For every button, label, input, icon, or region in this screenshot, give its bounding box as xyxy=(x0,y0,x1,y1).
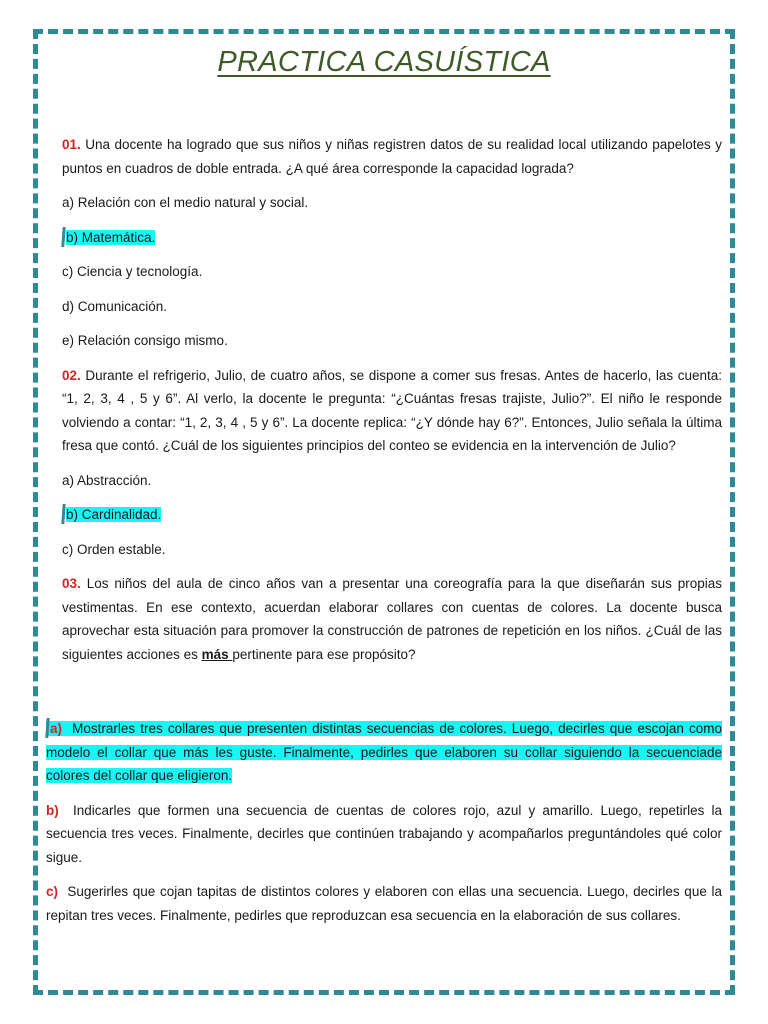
question-3-options xyxy=(46,717,722,938)
question-3-text-after: pertinente para ese propósito? xyxy=(232,646,416,662)
question-2 xyxy=(62,364,722,458)
q1-option-a: a) Relación con el medio natural y social. xyxy=(62,195,309,210)
q3-option-a-letter: a) xyxy=(50,721,63,736)
question-3-number: 03. xyxy=(62,576,81,591)
q3-option-b-letter: b) xyxy=(46,802,59,818)
q3-option-a-text: Mostrarles tres collares que presenten distintas secuencias de colores. Luego, decirles que escojan como modelo el collar que más les guste. Finalmente, pedirles que elaboren su collar siguiendo la secuenciade colores del collar que eligieron. xyxy=(46,721,722,783)
q3-option-a xyxy=(46,717,722,788)
q3-option-a-highlighted xyxy=(46,721,722,783)
q3-option-c xyxy=(46,880,722,927)
q3-option-c-letter: c) xyxy=(46,884,59,899)
question-3 xyxy=(62,572,722,666)
question-3-emphasis: más xyxy=(201,646,233,662)
questions-block xyxy=(62,133,722,677)
q2-option-a: a) Abstracción. xyxy=(62,472,152,488)
q1-option-e: e) Relación consigo mismo. xyxy=(62,333,228,348)
q1-option-d: d) Comunicación. xyxy=(62,298,168,314)
q3-option-b xyxy=(46,799,722,870)
question-2-number: 02. xyxy=(62,367,81,383)
question-1-number: 01. xyxy=(62,137,81,152)
q2-option-c: c) Orden estable. xyxy=(62,541,166,557)
q1-option-b xyxy=(62,226,722,250)
q2-option-b-highlighted: b) Cardinalidad. xyxy=(66,507,162,522)
question-2-text: Durante el refrigerio, Julio, de cuatro años, se dispone a comer sus fresas. Antes de hacerlo, las cuenta: “1, 2, 3, 4 , 5 y 6”. Al verlo, la docente le pregunta: “¿Cuántas fresas trajiste, Julio?”. El niño le responde volviendo a contar: “1, 2, 3, 4 , 5 y 6”. La docente replica: “¿Y dónde hay 6?”. Entonces, Julio señala la última fresa que contó. ¿Cuál de los siguientes principios del conteo se evidencia en la intervención de Julio? xyxy=(62,367,722,453)
q1-option-b-highlighted: b) Matemática. xyxy=(66,229,156,245)
question-3-text-before: Los niños del aula de cinco años van a presentar una coreografía para la que diseñarán sus propias vestimentas. En ese contexto, acuerdan elaborar collares con cuentas de colores. La docente busca aprovechar esta situación para promover la construcción de patrones de repetición en los niños. ¿Cuál de las siguientes acciones es xyxy=(62,576,722,662)
q3-option-c-text: Sugerirles que cojan tapitas de distintos colores y elaboren con ellas una secuencia. Luego, decirles que la repitan tres veces. Finalmente, pedirles que reproduzcan esa secuencia en la elaboración de sus collares. xyxy=(46,884,722,923)
page-title: PRACTICA CASUÍSTICA xyxy=(217,46,551,78)
question-1 xyxy=(62,133,722,180)
question-1-text: Una docente ha logrado que sus niños y niñas registren datos de su realidad local utilizando papelotes y puntos en cuadros de doble entrada. ¿A qué área corresponde la capacidad lograda? xyxy=(62,137,722,176)
q2-option-b xyxy=(62,503,722,527)
q1-option-c: c) Ciencia y tecnología. xyxy=(62,264,203,279)
q3-option-b-text: Indicarles que formen una secuencia de cuentas de colores rojo, azul y amarillo. Luego, repetirles la secuencia tres veces. Finalmente, decirles que continúen trabajando y acompañarlos preguntándoles qué color sigue. xyxy=(46,802,722,865)
